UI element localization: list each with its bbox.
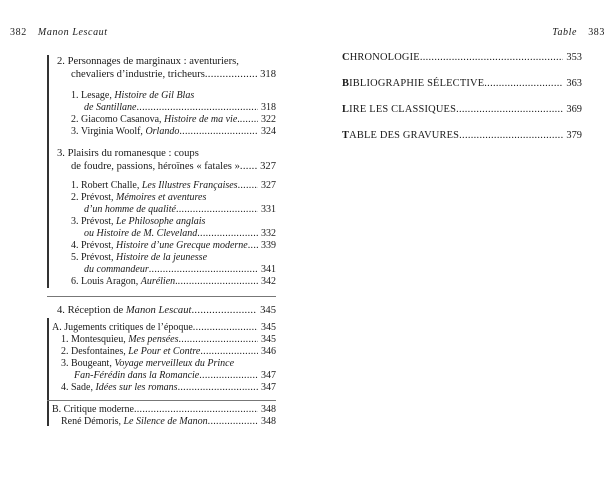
- dot-leader: [238, 180, 258, 192]
- toc-entry-row[interactable]: [57, 276, 276, 288]
- toc-entry-row[interactable]: [57, 204, 276, 216]
- toc-lire-les-classiques[interactable]: [342, 104, 582, 130]
- dot-leader: [208, 416, 258, 428]
- toc-page-number: 379: [566, 130, 582, 141]
- toc-entry-suffix: .: [237, 114, 240, 125]
- dot-leader: [420, 52, 564, 63]
- toc-heading-line: 3. Plaisirs du romanesque : coups: [57, 148, 199, 159]
- toc-entry-title: Aurélien: [140, 276, 176, 287]
- toc-entry-row[interactable]: [52, 346, 276, 358]
- toc-entry-author: 3. Prévost,: [71, 216, 116, 227]
- toc-entry-row[interactable]: [57, 228, 276, 240]
- toc-section-2: [57, 55, 276, 81]
- toc-page-number: 332: [261, 228, 276, 239]
- toc-page-number: 327: [260, 161, 276, 172]
- toc-heading-title: Manon Lescaut: [125, 305, 192, 316]
- toc-entry-row[interactable]: [52, 370, 276, 382]
- toc-entry-author: 2. Desfontaines,: [61, 346, 129, 357]
- toc-bibliographie[interactable]: [342, 78, 582, 104]
- toc-entry-row[interactable]: [57, 126, 276, 138]
- toc-entry-row[interactable]: [57, 114, 276, 126]
- toc-entry-author: René Démoris,: [61, 416, 124, 427]
- toc-heading-label: 4. Réception de: [57, 305, 126, 316]
- toc-page-number: 347: [261, 382, 276, 393]
- toc-page-number: 348: [261, 404, 276, 415]
- dot-leader: [456, 104, 563, 115]
- toc-heading-row[interactable]: [57, 68, 276, 81]
- toc-entry-title: Mes pensées: [128, 334, 179, 345]
- toc-entry-row[interactable]: [57, 240, 276, 252]
- toc-entry-author: 3. Virginia Woolf,: [71, 126, 146, 137]
- dot-leader: [178, 334, 258, 346]
- dot-leader: [484, 78, 563, 89]
- page-number-left: 382: [10, 27, 27, 38]
- toc-initial: T: [342, 130, 350, 141]
- dot-leader: [178, 276, 258, 288]
- toc-entry-row[interactable]: [52, 416, 276, 428]
- toc-page-number: 363: [566, 78, 582, 89]
- toc-entry-line[interactable]: [57, 252, 276, 264]
- toc-entry-row[interactable]: [52, 322, 276, 334]
- toc-entry-author: 1. Robert Challe,: [71, 180, 142, 191]
- toc-label: IRE LES CLASSIQUES: [349, 104, 457, 115]
- toc-heading-label: de foudre, passions, héroïnes « fatales »: [71, 161, 240, 172]
- toc-entry-author: 3. Bougeant,: [61, 358, 115, 369]
- toc-page-number: 353: [566, 52, 582, 63]
- toc-entry-title: Histoire d’une Grecque moderne: [116, 240, 248, 251]
- toc-section-2-items: [57, 90, 276, 138]
- toc-entry-title: Les Illustres Françaises: [141, 180, 238, 191]
- toc-page-number: 345: [260, 305, 276, 316]
- toc-entry-row[interactable]: [57, 180, 276, 192]
- toc-heading-line: 2. Personnages de marginaux : aventuriers,: [57, 56, 239, 67]
- dot-leader: [191, 304, 257, 317]
- dot-leader: [179, 126, 258, 138]
- toc-initial: C: [342, 52, 350, 63]
- toc-page-number: 345: [261, 322, 276, 333]
- toc-entry-row[interactable]: [52, 334, 276, 346]
- toc-page-number: 345: [261, 334, 276, 345]
- toc-label: ABLE DES GRAVURES: [349, 130, 460, 141]
- dot-leader: [199, 370, 258, 382]
- dot-leader: [178, 382, 258, 394]
- toc-subsection-label: A. Jugements critiques de l’époque: [52, 322, 193, 333]
- toc-entry-title: Histoire de la jeunesse: [116, 252, 208, 263]
- dot-leader: [137, 102, 259, 114]
- toc-page-number: 342: [261, 276, 276, 287]
- toc-subsection-a: [52, 322, 276, 394]
- toc-entry-author: 1. Montesquieu,: [61, 334, 129, 345]
- toc-entry-title-cont: d’un homme de qualité: [84, 204, 176, 215]
- book-title: Manon Lescaut: [37, 27, 108, 38]
- toc-initial: L: [342, 104, 350, 115]
- toc-page-number: 318: [260, 69, 276, 80]
- subsection-divider: [47, 400, 276, 401]
- toc-entry-author: 2. Prévost,: [71, 192, 116, 203]
- toc-entry-title: Idées sur les romans: [95, 382, 178, 393]
- margin-rule-upper: [47, 55, 49, 288]
- toc-entry-title: Histoire de ma vie: [164, 114, 238, 125]
- toc-section-3: [57, 147, 276, 173]
- toc-entry-title-cont: Fan-Férédin dans la Romancie: [74, 370, 200, 381]
- toc-entry-title: Le Silence de Manon: [123, 416, 208, 427]
- toc-entry-title: Voyage merveilleux du Prince: [114, 358, 235, 369]
- toc-chronologie[interactable]: [342, 52, 582, 78]
- toc-subsection-label: B. Critique moderne: [52, 404, 134, 415]
- toc-page-number: 348: [261, 416, 276, 427]
- dot-leader: [134, 404, 258, 416]
- dot-leader: [176, 204, 258, 216]
- toc-entry-line[interactable]: [52, 358, 276, 370]
- toc-entry-title: Le Pour et Contre: [128, 346, 201, 357]
- margin-rule-lower: [47, 318, 49, 426]
- toc-heading-row[interactable]: [57, 304, 276, 317]
- toc-page-number: 369: [566, 104, 582, 115]
- toc-entry-line[interactable]: [57, 216, 276, 228]
- page-number-right: 383: [588, 27, 605, 38]
- toc-page-number: 346: [261, 346, 276, 357]
- dot-leader: [240, 160, 257, 173]
- toc-table-des-gravures[interactable]: [342, 130, 582, 156]
- toc-entry-row[interactable]: [57, 264, 276, 276]
- dot-leader: [240, 114, 258, 126]
- toc-entry-title: Mémoires et aventures: [116, 192, 207, 203]
- toc-entry-line[interactable]: [57, 90, 276, 102]
- section-title: Table: [552, 27, 578, 38]
- toc-entry-title: Le Philosophe anglais: [116, 216, 206, 227]
- toc-page-number: 341: [261, 264, 276, 275]
- toc-entry-title-cont: de Santillane: [84, 102, 137, 113]
- toc-entry-author: 4. Sade,: [61, 382, 96, 393]
- section-divider: [47, 296, 276, 297]
- toc-entry-title: Orlando: [145, 126, 180, 137]
- dot-leader: [149, 264, 258, 276]
- toc-entry-author: 1. Lesage,: [71, 90, 115, 101]
- toc-page-number: 347: [261, 370, 276, 381]
- toc-initial: B: [342, 78, 350, 89]
- dot-leader: [248, 240, 258, 252]
- dot-leader: [459, 130, 563, 141]
- toc-entry-author: 6. Louis Aragon,: [71, 276, 141, 287]
- toc-entry-row[interactable]: [52, 404, 276, 416]
- toc-label: HRONOLOGIE: [349, 52, 420, 63]
- toc-subsection-b: [52, 404, 276, 428]
- toc-page-number: 331: [261, 204, 276, 215]
- toc-section-4: [57, 304, 276, 317]
- toc-entry-row[interactable]: [52, 382, 276, 394]
- toc-entry-title: Histoire de Gil Blas: [114, 90, 195, 101]
- toc-page-number: 322: [261, 114, 276, 125]
- toc-section-3-items: [57, 180, 276, 288]
- toc-entry-author: 4. Prévost,: [71, 240, 116, 251]
- toc-entry-suffix: .: [175, 276, 178, 287]
- toc-right-page: [342, 52, 582, 156]
- toc-entry-title-cont: du commandeur: [84, 264, 149, 275]
- dot-leader: [200, 346, 258, 358]
- dot-leader: [193, 322, 258, 334]
- toc-entry-author: 2. Giacomo Casanova,: [71, 114, 165, 125]
- toc-entry-title-cont: ou Histoire de M. Cleveland: [84, 228, 198, 239]
- toc-page-number: 327: [261, 180, 276, 191]
- toc-entry-row[interactable]: [57, 102, 276, 114]
- toc-page-number: 339: [261, 240, 276, 251]
- running-head-left: [10, 27, 108, 38]
- toc-label: IBLIOGRAPHIE SÉLECTIVE: [349, 78, 485, 89]
- toc-heading-row[interactable]: [57, 160, 276, 173]
- dot-leader: [205, 68, 257, 81]
- running-head-right: [552, 27, 605, 38]
- toc-page-number: 324: [261, 126, 276, 137]
- toc-heading-label: chevaliers d’industrie, tricheurs: [71, 69, 205, 80]
- toc-entry-author: 5. Prévost,: [71, 252, 116, 263]
- dot-leader: [197, 228, 258, 240]
- toc-page-number: 318: [261, 102, 276, 113]
- toc-entry-line[interactable]: [57, 192, 276, 204]
